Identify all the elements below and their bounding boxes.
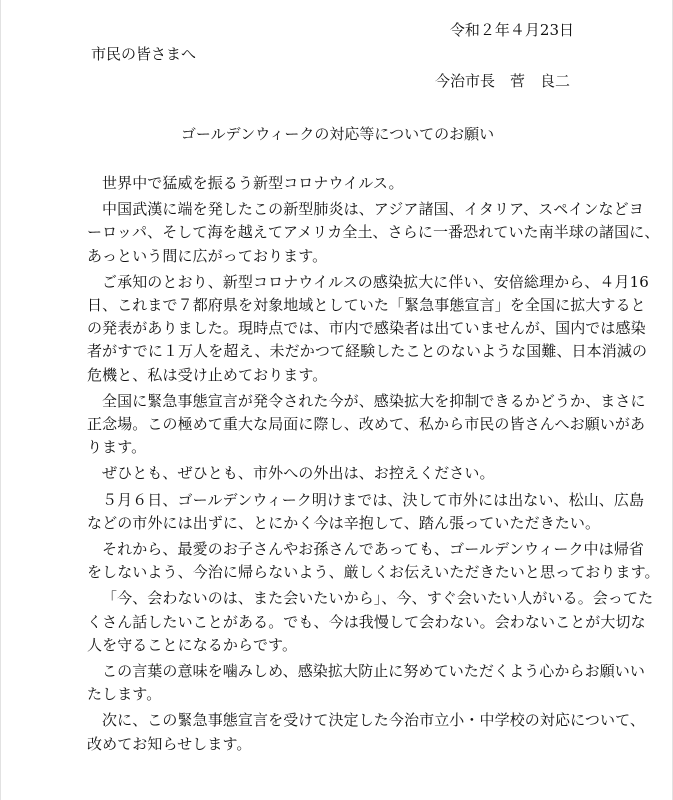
body-paragraph	[87, 271, 649, 387]
paragraph-line: 正念場。この極めて重大な局面に際し、改めて、私から市民の皆さんへお願いがあ	[87, 415, 646, 434]
body-paragraph	[87, 709, 646, 755]
paragraph-line: ーロッパ、そして海を越えてアメリカ全土、さらに一番恐れていた南半球の諸国に、	[87, 223, 660, 242]
paragraph-line: たします。	[87, 685, 162, 704]
paragraph-line: 危機と、私は受け止めております。	[87, 365, 328, 384]
paragraph-line: などの市外には出ずに、とにかく今は辛抱して、踏ん張っていただきたい。	[87, 513, 601, 532]
paragraph-line: 次に、この緊急事態宣言を受けて決定した今治市立小・中学校の対応について、	[102, 711, 646, 730]
paragraph-line: あっという間に広がっております。	[87, 246, 328, 265]
paragraph-line: 「今、会わないのは、また会いたいから」、今、すぐ会いたい人がいる。会ってた	[102, 589, 654, 608]
letter-date: 令和２年４月23日	[449, 21, 574, 39]
body-paragraph	[87, 489, 645, 535]
paragraph-line: ご承知のとおり、新型コロナウイルスの感染拡大に伴い、安倍総理から、４月16	[102, 272, 649, 291]
paragraph-line: ５月６日、ゴールデンウィーク明けまでは、決して市外には出ない、松山、広島	[102, 490, 645, 509]
paragraph-line: くさん話したいことがある。でも、今は我慢して会わない。会わないことが大切な	[87, 612, 646, 631]
body-paragraph	[87, 198, 660, 268]
paragraph-line: それから、最愛のお子さんやお孫さんであっても、ゴールデンウィーク中は帰省	[102, 540, 644, 559]
paragraph-line: 世界中で猛威を振るう新型コロナウイルス。	[102, 174, 404, 192]
paragraph-line: ります。	[87, 438, 147, 457]
body-paragraph	[87, 660, 646, 706]
letter-addressee: 市民の皆さまへ	[91, 45, 197, 63]
paragraph-line: 全国に緊急事態宣言が発令された今が、感染拡大を抑制できるかどうか、まさに	[102, 391, 646, 410]
body-paragraph	[87, 538, 660, 584]
paragraph-line: 改めてお知らせします。	[87, 734, 252, 753]
paragraph-line: 人を守ることになるからです。	[87, 635, 298, 654]
letter-subject: ゴールデンウィークの対応等についてのお願い	[180, 125, 495, 143]
paragraph-line: 者がすでに１万人を超え、未だかつて経験したことのないような国難、日本消滅の	[87, 342, 648, 361]
letter-sender: 今治市長 菅 良二	[434, 72, 570, 90]
paragraph-line: をしないよう、今治に帰らないよう、厳しくお伝えいただきたいと思っております。	[87, 563, 660, 582]
letter-body	[87, 172, 660, 759]
body-paragraph	[87, 390, 646, 460]
paragraph-line: この言葉の意味を噛みしめ、感染拡大防止に努めていただくよう心からお願いい	[102, 662, 646, 681]
body-paragraph	[87, 172, 607, 195]
paragraph-line: 日、これまで７都府県を対象地域としていた「緊急事態宣言」を全国に拡大すると	[87, 296, 646, 315]
paragraph-line: ぜひとも、ぜひとも、市外への外出は、お控えください。	[102, 464, 495, 483]
paragraph-line: の発表がありました。現時点では、市内で感染者は出ていませんが、国内では感染	[87, 319, 646, 338]
body-paragraph	[87, 462, 607, 485]
paragraph-line: 中国武漢に端を発したこの新型肺炎は、アジア諸国、イタリア、スペインなどヨ	[102, 200, 644, 219]
body-paragraph	[87, 587, 654, 657]
